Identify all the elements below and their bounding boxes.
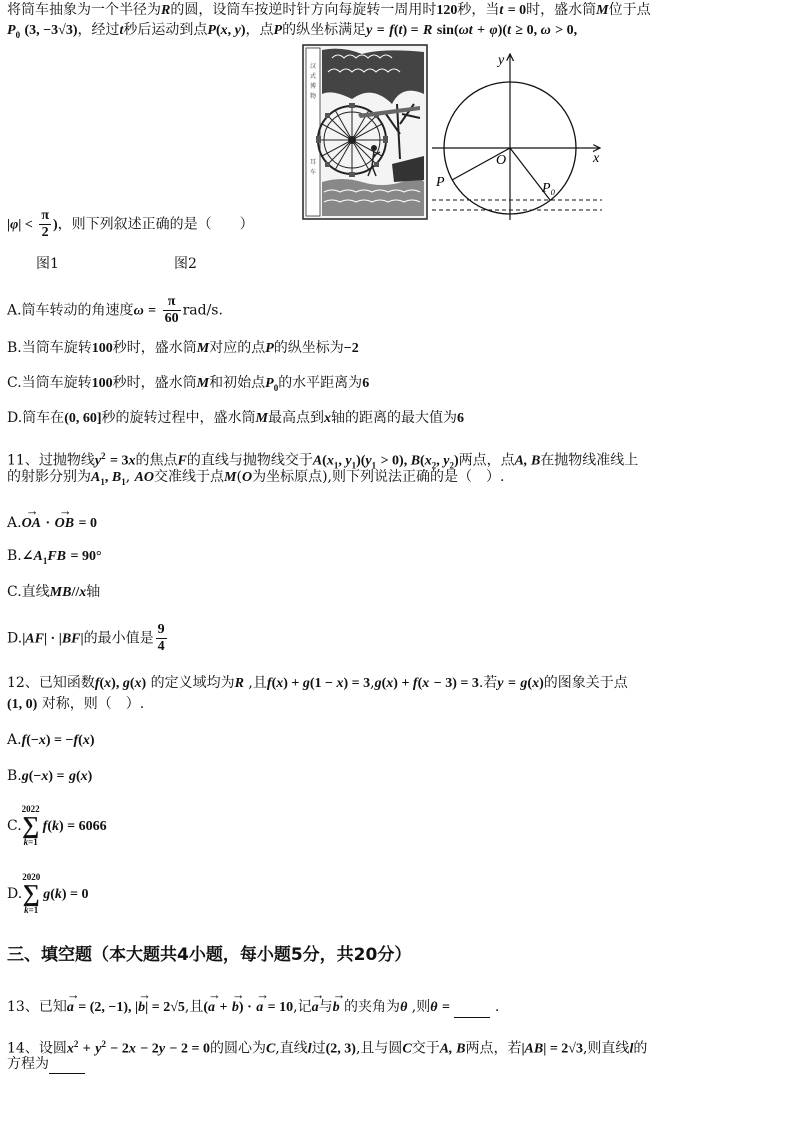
q10-option-d[interactable]: D.筒车在(0, 60]秒的旋转过程中，盛水筒M最高点到x轴的距离的最大值为6 xyxy=(7,410,464,426)
origin-label: O xyxy=(496,153,507,168)
q10-option-a[interactable]: A.筒车转动的角速度ω = $\frac{\pi}{60}$ rad/s. xyxy=(7,294,223,326)
svg-text:耳: 耳 xyxy=(309,159,317,166)
q11-option-b[interactable]: $B.\angle A_1FB = 90^\circ$ xyxy=(7,548,102,566)
q11-option-d[interactable]: D.|AF| · |BF|的最小值是 $\frac{9}{4}$ xyxy=(7,622,165,654)
q12-option-d[interactable]: D. 2020 ∑ k=1 g(k) = 0 xyxy=(7,872,89,915)
q11-stem-line-2: 的射影分别为$A_1$, $B_1$, AO交准线于点M(O为坐标原点),则下列说法正确的是（ ）. xyxy=(7,469,505,487)
fig1-label: 图1 xyxy=(36,256,59,272)
point-p-label: P xyxy=(436,175,445,190)
q10-option-c[interactable]: C.当筒车旋转100秒时，盛水筒M和初始点$P_0$的水平距离为6 xyxy=(7,375,370,393)
woodcut-caption: 汉 xyxy=(309,63,317,70)
water-wheel-illustration xyxy=(302,44,428,220)
q12-option-a[interactable]: A.f(−x) = −f(x) xyxy=(7,732,95,748)
fig2-label: 图2 xyxy=(174,256,197,272)
q14-answer-blank[interactable] xyxy=(49,1059,85,1074)
q13-answer-blank[interactable] xyxy=(454,1003,490,1018)
svg-text:物: 物 xyxy=(309,93,317,100)
q12-option-c[interactable]: C. 2022 ∑ k=1 f(k) = 6066 xyxy=(7,804,107,847)
q10-option-b[interactable]: B.当筒车旋转100秒时，盛水筒M对应的点P的纵坐标为−2 xyxy=(7,340,359,356)
q10-intro-line-3: |φ| < $\frac{\pi}{2}$ )，则下列叙述正确的是（ ） xyxy=(7,208,254,240)
q12-option-b[interactable]: B.g(−x) = g(x) xyxy=(7,768,93,784)
q13-stem: 13、已知→ a = (2, −1), |→ b| = 2√5,且(→ a + → b) · → a = 10,记→ a与→ b 的夹角为θ ,则θ = . xyxy=(7,994,499,1018)
q11-option-a[interactable]: A.→ OA · → OB = 0 xyxy=(7,510,97,534)
section-3-heading: 三、填空题（本大题共4小题，每小题5分，共20分） xyxy=(7,945,412,965)
q14-stem-line-1: 14、设圆$x^2 + y^2 - 2x - 2y - 2 = 0$的圆心为C,直线l过(2, 3),且与圆C交于A, B两点，若|AB| = 2√3,则直线l的 xyxy=(7,1039,648,1057)
q10-intro-line-2: $P_0$ (3, −3√3)，经过t秒后运动到点P(x, y)，点P的纵坐标满足y = f(t) = R sin(ωt + φ)(t ≥ 0, ω > 0, xyxy=(7,22,578,40)
point-p0-label: P₀ xyxy=(542,181,556,196)
q11-option-c[interactable]: C.直线MB//x轴 xyxy=(7,584,101,600)
q14-stem-line-2: 方程为 xyxy=(7,1054,85,1074)
q10-intro-line-1: 将筒车抽象为一个半径为R的圆，设筒车按逆时针方向每旋转一周用时120秒，当t = 0时，盛水筒M位于点 xyxy=(7,2,651,18)
axis-y-label: y xyxy=(498,53,505,68)
q12-stem-line-2: (1, 0) 对称，则（ ）. xyxy=(7,696,145,712)
wheel-coordinate-diagram xyxy=(430,44,610,220)
q12-stem-line-1: 12、已知函数f(x), g(x) 的定义域均为R ,且f(x) + g(1 − x) = 3,g(x) + f(x − 3) = 3.若y = g(x)的图象关于点 xyxy=(7,675,628,691)
q11-stem-line-1: 11、过抛物线$y^2 = 3x$的焦点F的直线与抛物线交于$A(x_1$, $y_1)(y_1 > 0)$, $B(x_2$, $y_2$)两点，点A, B在抛物线准线上 xyxy=(7,451,639,471)
svg-text:车: 车 xyxy=(309,169,317,176)
axis-x-label: x xyxy=(593,151,600,166)
svg-text:式: 式 xyxy=(309,73,317,80)
svg-text:博: 博 xyxy=(309,83,317,90)
